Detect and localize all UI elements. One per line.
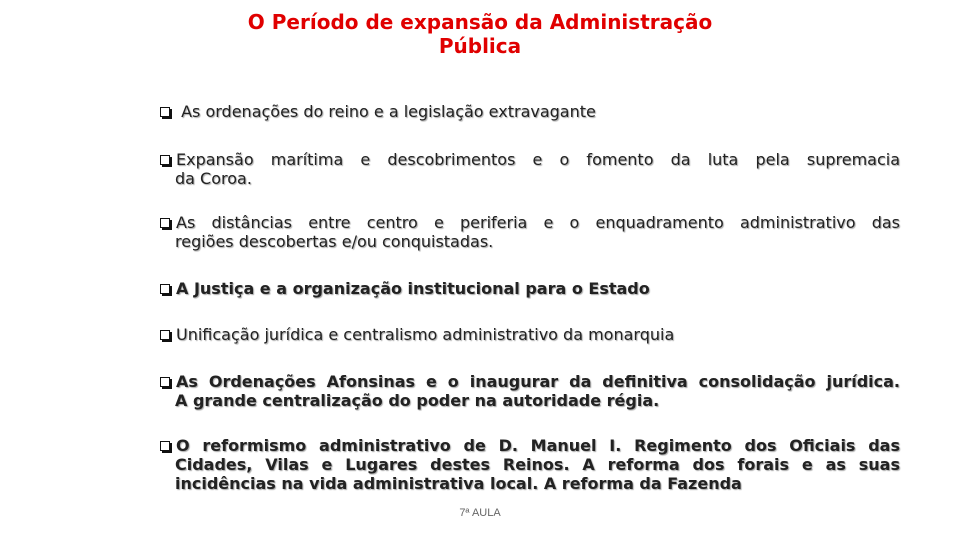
bullet-item-ordenacoes-afonsinas (160, 372, 900, 410)
bullet-text-continuation: incidências na vida administrativa local. A reforma da Fazenda (175, 474, 742, 493)
bullet-item-justica (160, 279, 900, 298)
bullet-text: As Ordenações Afonsinas e o inaugurar da definitiva consolidação jurídica. (176, 372, 900, 391)
checkbox-bullet-icon (160, 107, 170, 117)
bullet-item-unificacao (160, 325, 900, 344)
bullet-item-ordenacoes (160, 102, 900, 121)
bullet-text: Unificação jurídica e centralismo administrativo da monarquia (176, 325, 675, 344)
bullet-text-continuation: regiões descobertas e/ou conquistadas. (175, 232, 494, 251)
bullet-item-expansao (160, 150, 900, 188)
bullet-text: Expansão marítima e descobrimentos e o fomento da luta pela supremacia (176, 150, 900, 169)
bullet-text: As ordenações do reino e a legislação extravagante (181, 102, 596, 121)
title-line-2: Pública (438, 34, 522, 58)
bullet-text-continuation: A grande centralização do poder na autoridade régia. (175, 391, 660, 410)
bullet-item-distancias (160, 213, 900, 251)
bullet-text-continuation: Cidades, Vilas e Lugares destes Reinos. A reforma dos forais e as suas (175, 455, 900, 474)
title-line-1: O Período de expansão da Administração (247, 10, 713, 34)
checkbox-bullet-icon (160, 284, 170, 294)
bullet-text: O reformismo administrativo de D. Manuel I. Regimento dos Oficiais das (176, 436, 900, 455)
checkbox-bullet-icon (160, 441, 170, 451)
bullet-text-continuation: da Coroa. (175, 169, 252, 188)
bullet-text: As distâncias entre centro e periferia e o enquadramento administrativo das (176, 213, 900, 232)
footer-label: 7ª AULA (459, 507, 501, 519)
bullet-item-reformismo (160, 436, 900, 493)
checkbox-bullet-icon (160, 155, 170, 165)
checkbox-bullet-icon (160, 218, 170, 228)
checkbox-bullet-icon (160, 377, 170, 387)
bullet-text: A Justiça e a organização institucional para o Estado (176, 279, 650, 298)
checkbox-bullet-icon (160, 330, 170, 340)
